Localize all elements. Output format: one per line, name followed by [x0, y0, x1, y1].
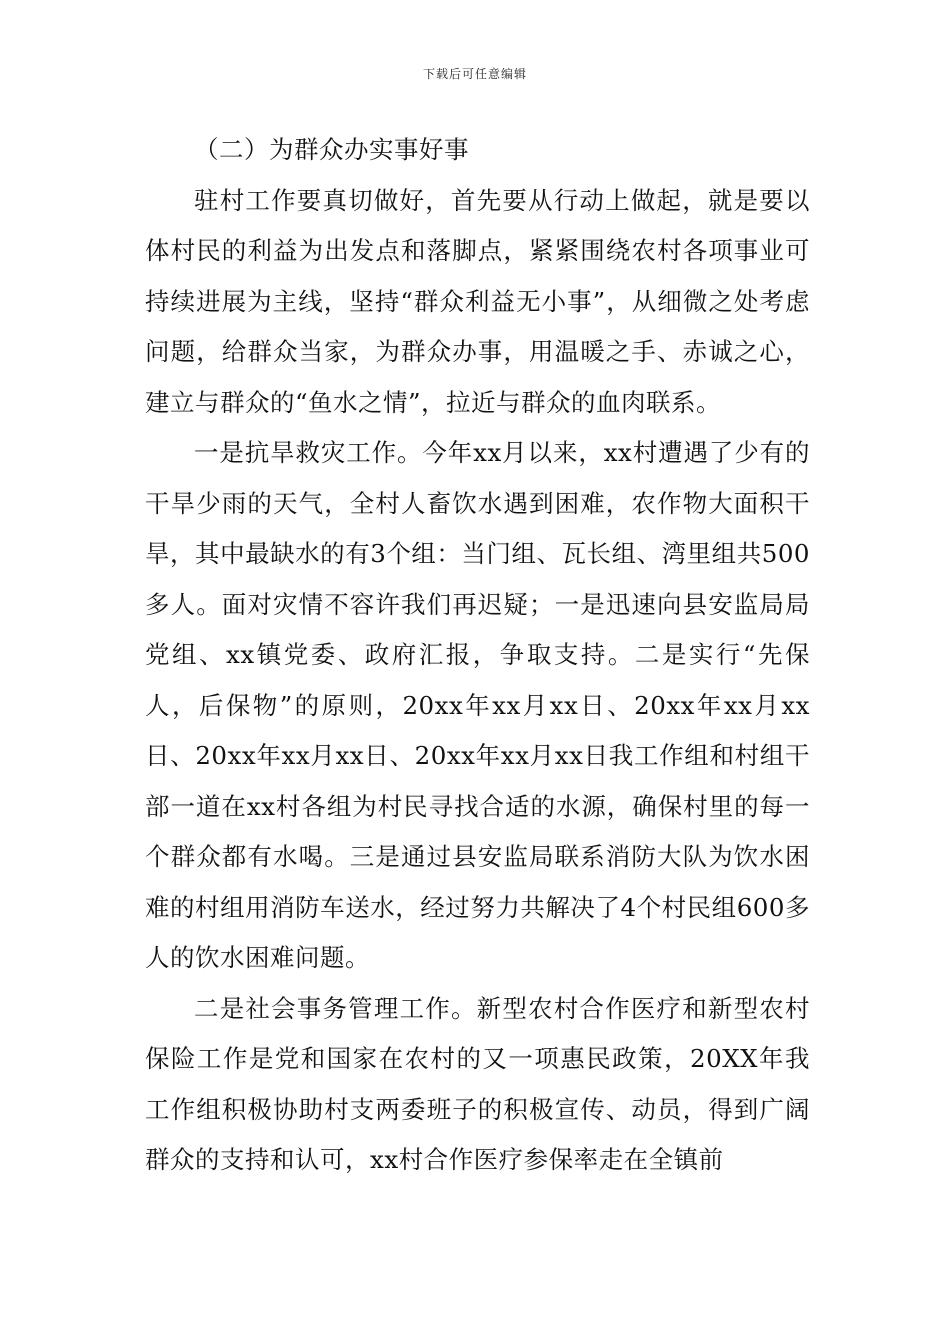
document-body — [145, 125, 810, 1186]
paragraph-social-affairs: 二是社会事务管理工作。新型农村合作医疗和新型农村保险工作是党和国家在农村的又一项惠民政策，20XX年我工作组积极协助村支两委班子的积极宣传、动员，得到广阔群众的支持和认可，xx村合作医疗参保率走在全镇前 — [145, 993, 810, 1174]
section-heading: （二）为群众办实事好事 — [194, 135, 469, 164]
paragraph-drought-relief: 一是抗旱救灾工作。今年xx月以来，xx村遭遇了少有的干旱少雨的天气，全村人畜饮水遇到困难，农作物大面积干旱，其中最缺水的有3个组：当门组、瓦长组、湾里组共500多人。面对灾情不容许我们再迟疑；一是迅速向县安监局局党组、xx镇党委、政府汇报，争取支持。二是实行“先保人，后保物”的原则，20xx年xx月xx日、20xx年xx月xx日、20xx年xx月xx日、20xx年xx月xx日我工作组和村组干部一道在xx村各组为村民寻找合适的水源，确保村里的每一个群众都有水喝。三是通过县安监局联系消防大队为饮水困难的村组用消防车送水，经过努力共解决了4个村民组600多人的饮水困难问题。 — [145, 438, 810, 972]
paragraph-intro: 驻村工作要真切做好，首先要从行动上做起，就是要以体村民的利益为出发点和落脚点，紧紧围绕农村各项事业可持续进展为主线，坚持“群众利益无小事”，从细微之处考虑问题，给群众当家，为群众办事，用温暖之手、赤诚之心，建立与群众的“鱼水之情”，拉近与群众的血肉联系。 — [145, 185, 810, 417]
page-header: 下载后可任意编辑 — [422, 67, 527, 81]
